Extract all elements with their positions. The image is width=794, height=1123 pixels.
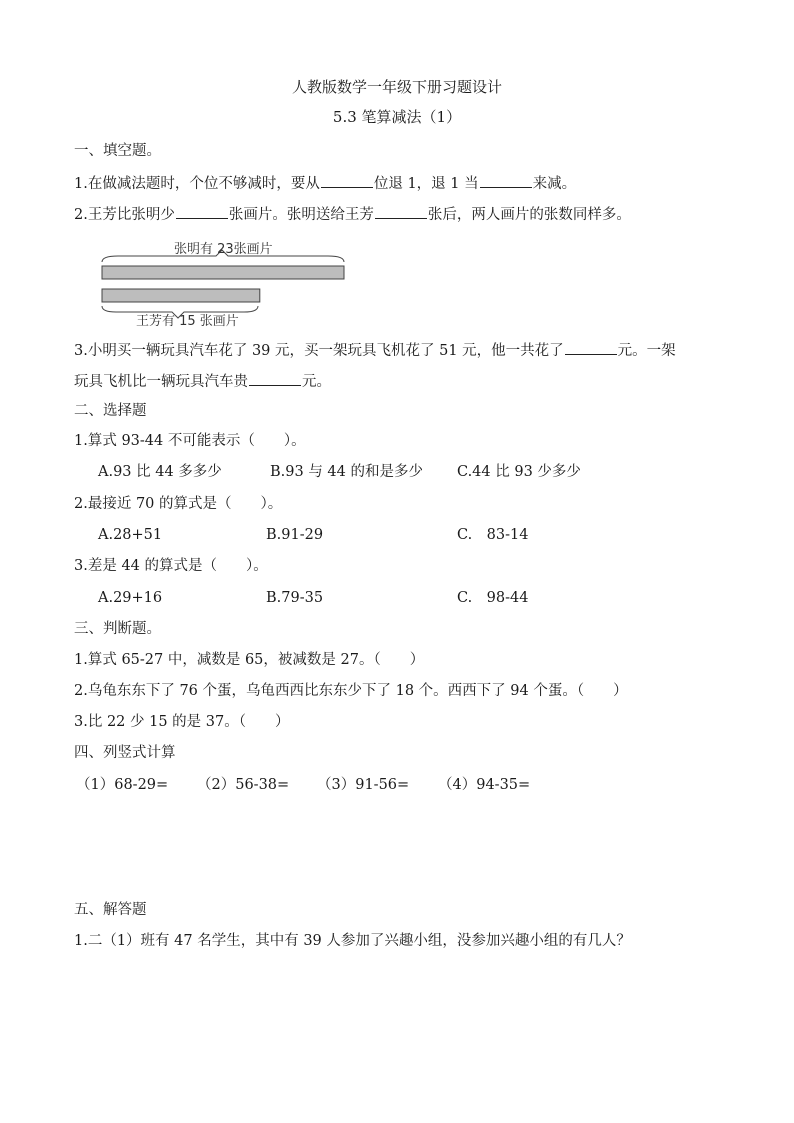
bar-wangfang (102, 289, 260, 302)
vertical-calc-2: （2）56-38= (197, 777, 290, 793)
judge-question-3: 3.比 22 少 15 的是 37。（ ） (74, 714, 290, 730)
choice-q1-option-c[interactable]: C.44 比 93 少多少 (457, 464, 581, 480)
fill-q2-text-c: 张后，两人画片的张数同样多。 (427, 207, 631, 223)
choice-q1-option-b[interactable]: B.93 与 44 的和是多少 (270, 464, 423, 480)
answer-blank[interactable] (480, 172, 532, 188)
fill-q1-text-b: 位退 1，退 1 当 (373, 176, 479, 192)
choice-q2-option-c[interactable]: C. 83-14 (457, 527, 529, 543)
answer-blank[interactable] (565, 339, 617, 355)
fill-question-3-cont (74, 370, 331, 392)
diagram-label-zhangming: 张明有 23张画片 (174, 242, 273, 257)
answer-blank[interactable] (321, 172, 373, 188)
fill-question-2 (74, 203, 631, 225)
answer-blank[interactable] (375, 203, 427, 219)
choice-q1-option-a[interactable]: A.93 比 44 多多少 (98, 464, 222, 480)
choice-q2-option-b[interactable]: B.91-29 (266, 527, 324, 543)
choice-question-2: 2.最接近 70 的算式是（ ）。 (74, 496, 283, 512)
choice-question-1: 1.算式 93-44 不可能表示（ ）。 (74, 433, 306, 449)
comparison-diagram (98, 240, 358, 334)
solve-question-1: 1.二（1）班有 47 名学生，其中有 39 人参加了兴趣小组，没参加兴趣小组的有几人？ (74, 933, 631, 949)
fill-q3-text-a: 3.小明买一辆玩具汽车花了 39 元，买一架玩具飞机花了 51 元，他一共花了 (74, 343, 564, 359)
bar-zhangming (102, 266, 344, 279)
fill-q2-text-a: 2.王芳比张明少 (74, 207, 175, 223)
section-heading-solve: 五、解答题 (74, 902, 147, 918)
fill-q3-text-b: 元。一架 (617, 343, 676, 359)
page-subtitle: 5.3 笔算减法（1） (332, 108, 462, 126)
choice-q3-option-c[interactable]: C. 98-44 (457, 590, 529, 606)
judge-question-2: 2.乌龟东东下了 76 个蛋，乌龟西西比东东少下了 18 个。西西下了 94 个蛋。（ ） (74, 683, 628, 699)
answer-blank[interactable] (176, 203, 228, 219)
fill-q2-text-b: 张画片。张明送给王芳 (228, 207, 374, 223)
fill-q3-text-c: 玩具飞机比一辆玩具汽车贵 (74, 374, 248, 390)
section-heading-choice: 二、选择题 (74, 403, 147, 419)
choice-q2-option-a[interactable]: A.28+51 (98, 527, 163, 543)
section-heading-judge: 三、判断题。 (74, 621, 161, 637)
choice-q3-option-b[interactable]: B.79-35 (266, 590, 324, 606)
fill-q3-text-d: 元。 (302, 374, 331, 390)
choice-question-3: 3.差是 44 的算式是（ ）。 (74, 558, 268, 574)
diagram-label-wangfang: 王芳有 15 张画片 (136, 314, 239, 329)
answer-blank[interactable] (249, 370, 301, 386)
vertical-calc-1: （1）68-29= (76, 777, 169, 793)
vertical-calc-4: （4）94-35= (438, 777, 531, 793)
choice-q3-option-a[interactable]: A.29+16 (98, 590, 163, 606)
vertical-calc-3: （3）91-56= (317, 777, 410, 793)
judge-question-1: 1.算式 65-27 中，减数是 65，被减数是 27。（ ） (74, 652, 425, 668)
fill-q1-text-c: 来减。 (532, 176, 577, 192)
fill-question-3 (74, 339, 676, 361)
page-title: 人教版数学一年级下册习题设计 (291, 78, 502, 96)
section-heading-fill: 一、填空题。 (74, 143, 161, 159)
fill-q1-text-a: 1.在做减法题时，个位不够减时，要从 (74, 176, 320, 192)
fill-question-1 (74, 172, 576, 194)
section-heading-vertical: 四、列竖式计算 (74, 745, 176, 761)
